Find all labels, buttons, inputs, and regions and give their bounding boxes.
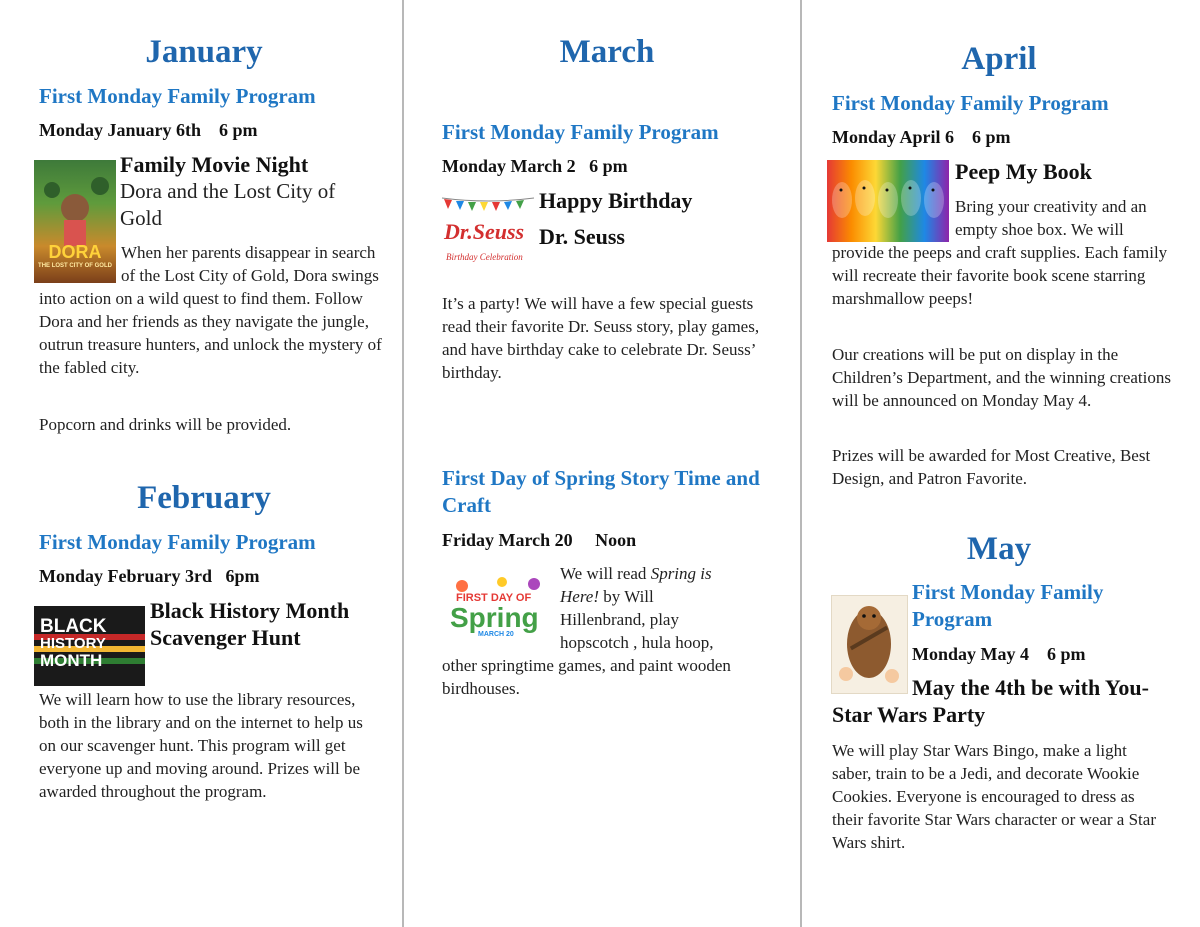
program-title: First Monday Family Program <box>39 84 316 108</box>
event-datetime: Monday May 4 6 pm <box>912 644 1086 664</box>
event-description: We will learn how to use the library resources, both in the library and on the internet to help us on our scavenger hunt. This program will get everyone up and moving around. Prizes will be awarded throughout the program. <box>39 690 363 801</box>
dr-seuss-logo <box>442 215 534 269</box>
birthday-bunting-icon <box>440 195 536 213</box>
spring-logo-line-2: Spring <box>450 602 539 633</box>
seuss-logo-text: Dr.Seuss <box>444 219 525 244</box>
column-divider-2 <box>800 0 802 927</box>
event-description-2: Our creations will be put on display in the Children’s Department, and the winning creations will be announced on Monday May 4. <box>832 345 1171 410</box>
program-title: First Monday Family Program <box>832 91 1109 115</box>
event-title: Family Movie Night <box>120 152 309 177</box>
event-title-line-2: Dr. Seuss <box>539 224 625 249</box>
event-prizes: Prizes will be awarded for Most Creative, Best Design, and Patron Favorite. <box>832 446 1151 488</box>
seuss-logo-tagline: Birthday Celebration <box>446 252 523 262</box>
event-title: Peep My Book <box>955 159 1092 184</box>
event-description: It’s a party! We will have a few special guests read their favorite Dr. Seuss story, play games, and have birthday cake to celebrate Dr. Seuss’ birthday. <box>442 294 760 382</box>
logo-line-3: MONTH <box>40 651 103 670</box>
event-title-line-1: Happy Birthday <box>539 188 693 213</box>
month-heading-january: January <box>145 34 263 70</box>
spring-logo-line-1: FIRST DAY OF <box>456 592 532 604</box>
event-title: May the 4th be with You-Star Wars Party <box>832 675 1149 727</box>
poster-title: DORA <box>48 242 102 262</box>
spring-logo-line-3: MARCH 20 <box>478 631 514 638</box>
month-heading-march: March <box>559 34 655 70</box>
spring-program-title: First Day of Spring Story Time and Craft <box>442 466 760 517</box>
event-datetime: Monday January 6th 6 pm <box>39 120 258 140</box>
logo-line-1: BLACK <box>40 616 107 637</box>
column-divider-1 <box>402 0 404 927</box>
month-heading-february: February <box>137 480 271 516</box>
month-heading-may: May <box>966 531 1032 567</box>
event-datetime: Monday April 6 6 pm <box>832 127 1011 147</box>
logo-line-2: HISTORY <box>40 635 106 652</box>
spring-event-datetime: Friday March 20 Noon <box>442 530 637 550</box>
event-description: We will play Star Wars Bingo, make a light saber, train to be a Jedi, and decorate Wookie Cookies. Everyone is encouraged to dress as their favorite Star Wars character or wear a Star Wars shirt. <box>832 741 1156 852</box>
poster-subtitle: THE LOST CITY OF GOLD <box>38 263 112 269</box>
program-title: First Monday Family Program <box>912 580 1104 631</box>
program-title: First Monday Family Program <box>39 530 316 554</box>
event-description: When her parents disappear in search of the Lost City of Gold, Dora swings into action on a wild quest to find them. Follow Dora and her friends as they navigate the jungle, outrun treasure hunters, and unlock the mystery of the fabled city. <box>39 243 382 377</box>
event-description: Bring your creativity and an empty shoe box. We will provide the peeps and craft supplies. Each family will recreate their favorite book scene starring marshmallow peeps! <box>832 197 1168 308</box>
spring-description: We will read Spring is Here! by Will Hillenbrand, play hopscotch , hula hoop, other springtime games, and paint wooden birdhouses. <box>442 564 731 698</box>
program-title: First Monday Family Program <box>442 120 719 144</box>
event-note: Popcorn and drinks will be provided. <box>39 415 292 434</box>
event-title: Black History Month Scavenger Hunt <box>150 598 350 650</box>
black-history-month-logo <box>34 606 145 686</box>
event-datetime: Monday February 3rd 6pm <box>39 566 260 586</box>
month-heading-april: April <box>961 41 1037 77</box>
event-datetime: Monday March 2 6 pm <box>442 156 628 176</box>
movie-subtitle: Dora and the Lost City of Gold <box>120 179 336 230</box>
